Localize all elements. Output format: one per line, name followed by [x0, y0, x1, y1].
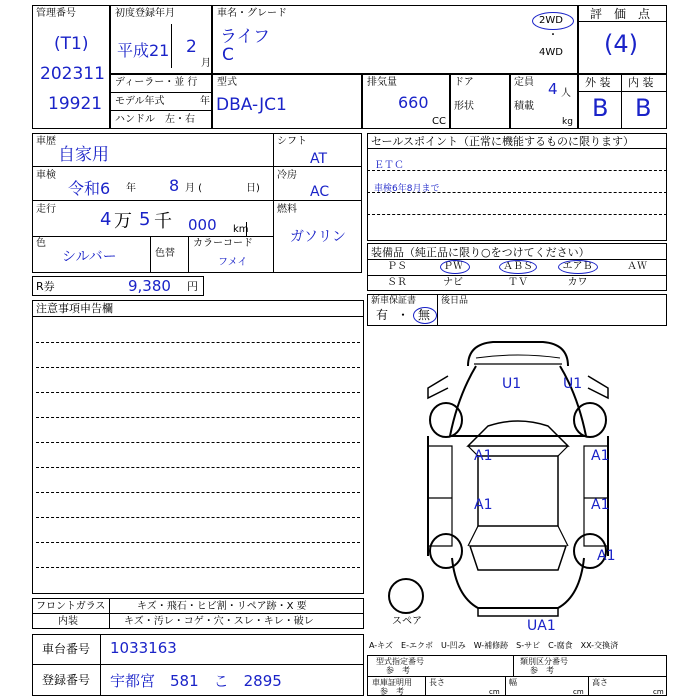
color-value: シルバー: [62, 249, 117, 265]
exterior-label: 外 装: [585, 76, 611, 89]
interior-label: 内 装: [628, 76, 654, 89]
notes-line: [36, 442, 360, 443]
color-code-label: カラーコード: [193, 238, 253, 249]
garage-cert-label: 車庫証明用: [372, 678, 412, 687]
equip-sr: ＳＲ: [387, 277, 407, 288]
warranty-no: 無: [418, 308, 431, 322]
interior-cond-label: 内装: [58, 616, 78, 627]
mileage-sen-unit: 千: [154, 211, 172, 232]
height-cm: cm: [653, 688, 664, 696]
warranty-label: 新車保証書: [371, 296, 417, 306]
notes-line: [36, 492, 360, 493]
mileage-label: 走行: [36, 204, 56, 215]
warranty-yes: 有: [376, 308, 389, 322]
mileage-man-unit: 万: [114, 211, 132, 232]
damage-mark-u1-left: U1: [502, 376, 522, 392]
registration-label: 初度登録年月: [115, 8, 175, 19]
damage-mark-a1-left-lower: A1: [474, 497, 493, 513]
registration-month: 2: [186, 37, 197, 57]
capacity-label: 定員: [514, 77, 534, 88]
category-ref: 参 考: [530, 666, 554, 675]
notes-line: [36, 517, 360, 518]
km-unit: km: [233, 224, 249, 235]
notes-line: [36, 567, 360, 568]
cc-unit: CC: [432, 116, 446, 127]
height-label: 高さ: [592, 678, 608, 687]
equip-leather: カワ: [567, 277, 588, 288]
category-label: 類別区分番号: [520, 657, 568, 666]
door-label: ドア: [454, 77, 474, 88]
dealer-label: ディーラー・並 行: [115, 77, 198, 88]
equip-ps: ＰＳ: [387, 261, 407, 272]
recycle-value: 9,380: [128, 277, 171, 295]
shape-label: 形状: [454, 101, 474, 112]
car-name-label: 車名・グレード: [217, 8, 287, 19]
registration-era: 平成21: [117, 41, 170, 60]
damage-mark-u1-right: U1: [563, 376, 583, 392]
management-label: 管理番号: [36, 8, 76, 19]
color-code-value: フメイ: [218, 257, 248, 268]
damage-mark-a1-right-lower: A1: [591, 497, 610, 513]
notes-line: [36, 367, 360, 368]
warranty-sep: ・: [397, 308, 410, 322]
damage-mark-a1-right-upper: A1: [591, 448, 610, 464]
front-glass-label: フロントガラス: [36, 601, 106, 612]
history-value: 自家用: [58, 145, 109, 165]
car-damage-diagram: [368, 326, 668, 634]
rating-label: 評 価 点: [590, 7, 651, 21]
drive-4wd: 4WD: [539, 47, 563, 58]
color-change-label: 色替: [155, 248, 175, 259]
type-value: DBA-JC1: [216, 95, 287, 115]
capacity-value: 4: [548, 80, 558, 98]
registration-number-value: 宇都宮 581 こ 2895: [110, 672, 282, 690]
notes-label: 注意事項申告欄: [36, 302, 113, 315]
spare-label: スペア: [392, 616, 422, 627]
equip-aw: ＡＷ: [627, 261, 647, 272]
airbag-circle: [558, 260, 598, 274]
fuel-label: 燃料: [277, 204, 297, 215]
post-date-label: 後日品: [441, 296, 469, 306]
equip-abs: ＡＢＳ: [503, 261, 533, 272]
displacement-value: 660: [398, 93, 429, 112]
rating-value: (4): [604, 30, 638, 58]
interior-cond-value: キズ・汚レ・コゲ・穴・スレ・キレ・破レ: [124, 616, 314, 627]
capacity-unit: 人: [561, 88, 571, 99]
inspection-month: 8: [169, 176, 180, 195]
mileage-man: 4: [100, 209, 112, 230]
mileage-sen: 5: [139, 209, 151, 230]
front-glass-value: キズ・飛石・ヒビ割・リペア跡・X 要: [137, 601, 307, 612]
exterior-grade: B: [592, 94, 609, 122]
management-number-1: 202311: [40, 64, 105, 84]
handle-label: ハンドル 左・右: [115, 114, 195, 125]
history-label: 車歴: [36, 136, 56, 147]
ac-value: AC: [310, 184, 330, 200]
width-cm: cm: [573, 688, 584, 696]
kg-unit: kg: [562, 117, 573, 127]
management-number-2: 19921: [48, 94, 103, 114]
notes-line: [36, 542, 360, 543]
equip-airbag: エアＢ: [562, 261, 593, 272]
notes-line: [36, 467, 360, 468]
mileage-rest: 000: [188, 216, 217, 234]
model-year-unit: 年: [200, 96, 210, 107]
chassis-value: 1033163: [110, 639, 177, 657]
displacement-label: 排気量: [367, 77, 397, 88]
damage-mark-a1-left-upper: A1: [474, 448, 493, 464]
load-label: 積載: [514, 101, 534, 112]
recycle-cell: [32, 276, 204, 296]
month-unit: 月: [201, 58, 211, 69]
width-label: 幅: [509, 678, 517, 687]
sales-point-1: ＥＴＣ: [374, 160, 404, 171]
color-label: 色: [36, 238, 46, 249]
car-name: ライフ: [220, 27, 270, 47]
pw-circle: [440, 260, 470, 274]
model-year-label: モデル年式: [115, 96, 165, 107]
recycle-unit: 円: [187, 280, 198, 293]
chassis-label: 車台番号: [42, 642, 91, 656]
garage-cert-ref: 参 考: [380, 687, 404, 696]
damage-mark-ua1-rear: UA1: [527, 618, 556, 634]
registration-number-label: 登録番号: [42, 673, 91, 687]
inspection-month-unit: 月 (: [185, 183, 203, 194]
car-grade: C: [222, 45, 234, 65]
type-designation-ref: 参 考: [386, 666, 410, 675]
type-designation-label: 型式指定番号: [376, 657, 424, 666]
inspection-day-unit: 日): [246, 183, 260, 194]
equip-navi: ナビ: [443, 277, 463, 288]
fuel-value: ガソリン: [290, 229, 346, 245]
sales-point-2: 車検6年8月まで: [374, 184, 440, 194]
drive-dot: ・: [548, 30, 558, 41]
ac-label: 冷房: [277, 170, 297, 181]
notes-line: [36, 392, 360, 393]
notes-block: [32, 300, 364, 594]
drive-2wd: 2WD: [539, 15, 563, 26]
equip-tv: ＴＶ: [508, 277, 528, 288]
abs-circle: [499, 260, 537, 274]
sales-points-label: セールスポイント（正常に機能するものに限ります）: [371, 135, 635, 148]
damage-mark-a1-rear-right: A1: [597, 548, 616, 564]
warranty-no-circle: [413, 307, 437, 324]
equipment-label: 装備品（純正品に限り○をつけてください）: [371, 246, 590, 259]
notes-line: [36, 417, 360, 418]
damage-legend: A-キズ E-エクボ U-凹み W-補修跡 S-サビ C-腐食 XX-交換済: [369, 641, 619, 650]
equip-pw: ＰＷ: [443, 261, 463, 272]
length-label: 長さ: [429, 678, 445, 687]
length-cm: cm: [489, 688, 500, 696]
inspection-year-unit: 年: [126, 183, 136, 194]
shift-label: シフト: [277, 136, 307, 147]
type-label: 型式: [217, 77, 237, 88]
shift-value: AT: [310, 151, 328, 167]
inspection-label: 車検: [36, 170, 56, 181]
notes-line: [36, 342, 360, 343]
recycle-label: R券: [36, 280, 55, 293]
inspection-era: 令和6: [68, 179, 111, 198]
management-t: (T1): [54, 34, 89, 54]
interior-grade: B: [635, 94, 652, 122]
